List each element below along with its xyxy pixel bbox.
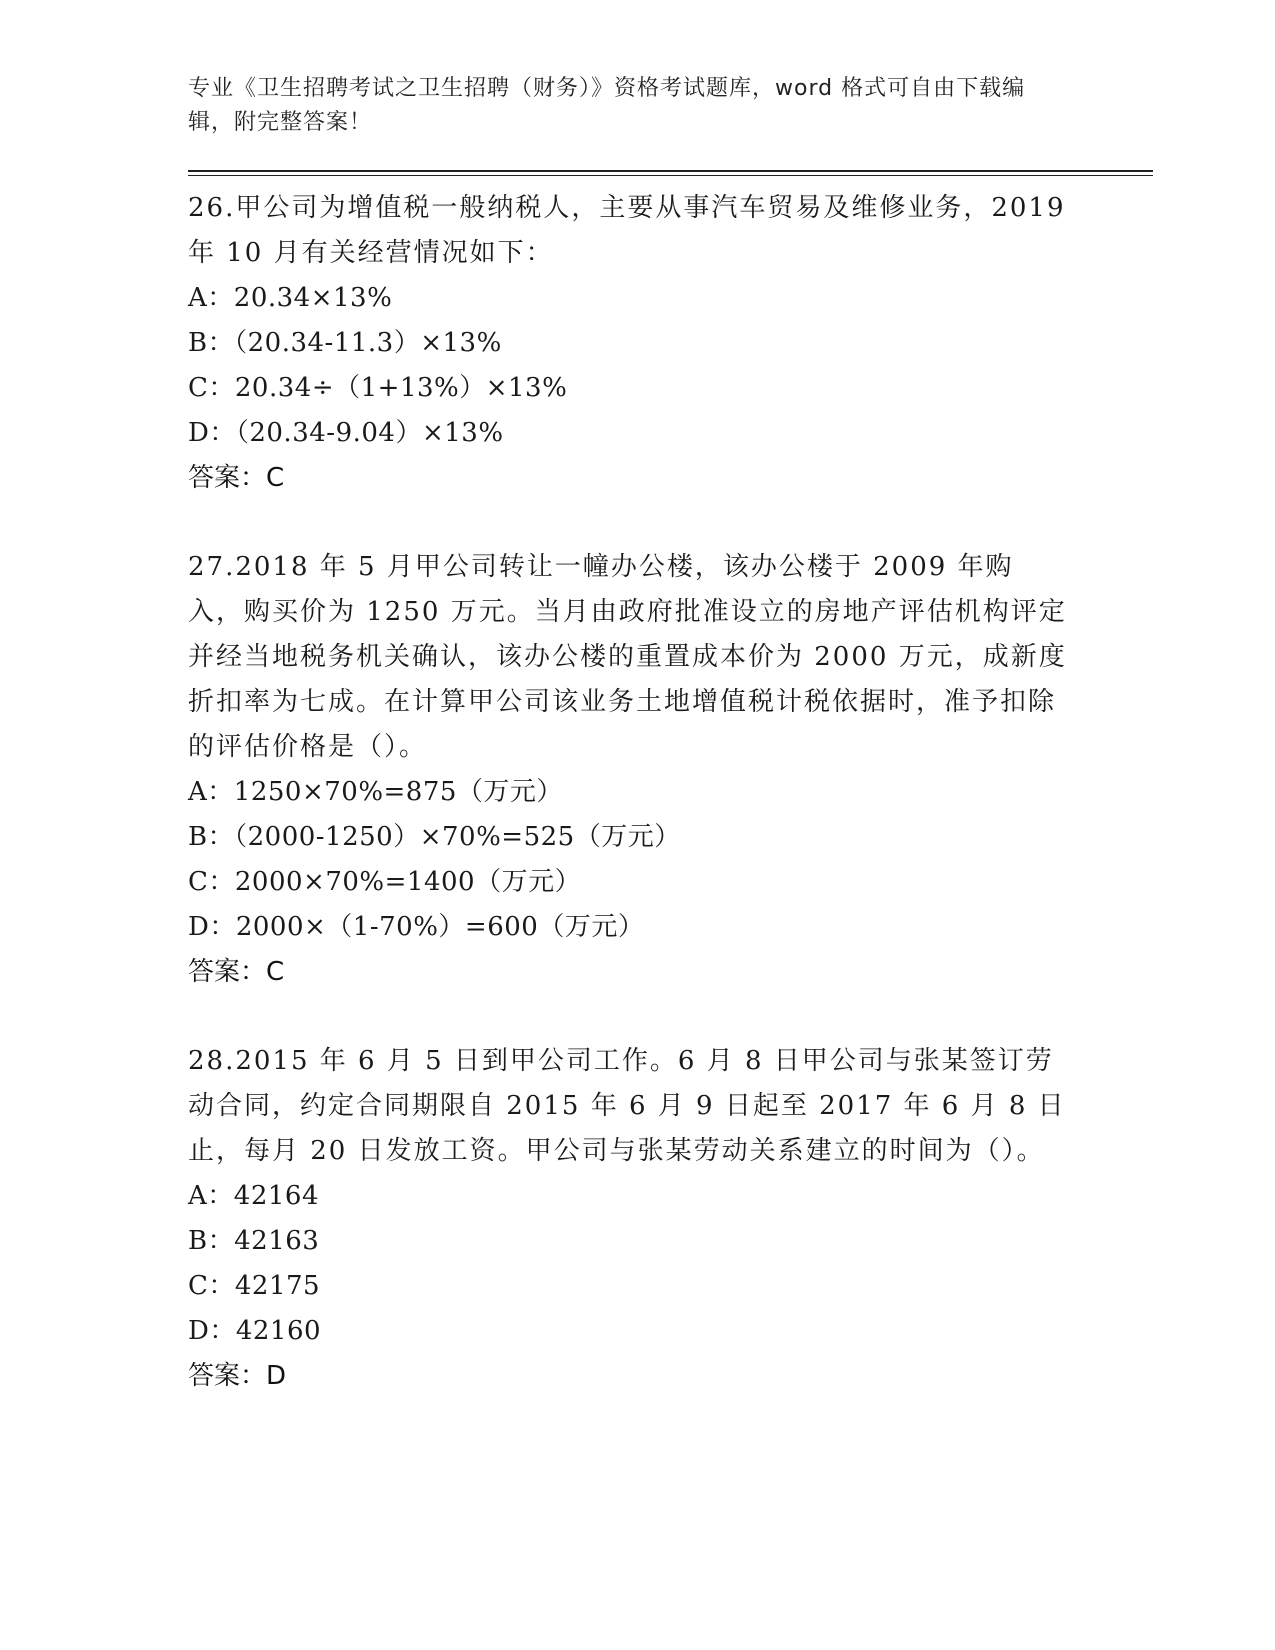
option-d: D：2000×（1-70%）=600（万元） <box>188 912 645 942</box>
option-c: C：2000×70%=1400（万元） <box>188 867 582 897</box>
option-c: C：20.34÷（1+13%）×13% <box>188 373 568 403</box>
option-c: C：42175 <box>188 1271 321 1301</box>
option-a: A：42164 <box>188 1181 319 1211</box>
question-26 <box>188 186 1148 501</box>
option-d: D：42160 <box>188 1316 322 1346</box>
document-intro: 专业《卫生招聘考试之卫生招聘（财务）》资格考试题库，word 格式可自由下载编辑，附完整答案！ <box>188 76 1026 135</box>
divider-thin-line <box>188 175 1153 176</box>
question-stem: 28.2015 年 6 月 5 日到甲公司工作。6 月 8 日甲公司与张某签订劳动合同，约定合同期限自 2015 年 6 月 9 日起至 2017 年 6 月 8 日止，每月 20 日发放工资。甲公司与张某劳动关系建立的时间为（）。 <box>188 1046 1066 1166</box>
option-b: B：（2000-1250）×70%=525（万元） <box>188 822 681 852</box>
option-b: B：42163 <box>188 1226 320 1256</box>
question-stem: 27.2018 年 5 月甲公司转让一幢办公楼，该办公楼于 2009 年购入，购买价为 1250 万元。当月由政府批准设立的房地产评估机构评定并经当地税务机关确认，该办公楼的重置成本价为 2000 万元，成新度折扣率为七成。在计算甲公司该业务土地增值税计税依据时，准予扣除的评估价格是（）。 <box>188 552 1067 762</box>
answer-line: 答案：C <box>188 957 285 987</box>
option-d: D：（20.34-9.04）×13% <box>188 418 504 448</box>
document-page <box>188 72 1148 1443</box>
header-divider <box>188 170 1153 176</box>
divider-thick-line <box>188 170 1153 172</box>
question-stem: 26.甲公司为增值税一般纳税人，主要从事汽车贸易及维修业务，2019 年 10 月有关经营情况如下： <box>188 193 1066 268</box>
question-28 <box>188 1039 1148 1399</box>
answer-line: 答案：C <box>188 463 285 493</box>
option-a: A：20.34×13% <box>188 283 393 313</box>
answer-line: 答案：D <box>188 1361 287 1391</box>
option-b: B：（20.34-11.3）×13% <box>188 328 502 358</box>
option-a: A：1250×70%=875（万元） <box>188 777 563 807</box>
question-27 <box>188 545 1148 995</box>
